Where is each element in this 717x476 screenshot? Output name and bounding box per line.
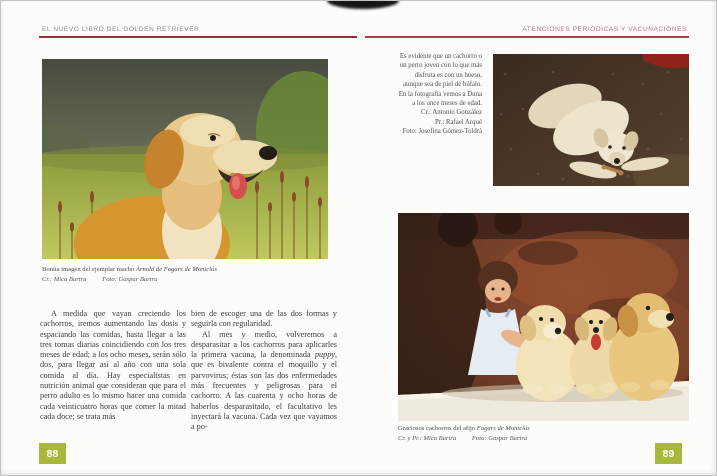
caption-dog-name: Arnold de Fogars de Montclús xyxy=(135,266,217,273)
paragraph: A medida que vayan creciendo los cachorros, iremos aumentando las dosis y espaciando las comidas, hasta llegar a las tres tomas diarias coincidiendo con los tres meses de edad; a los ocho meses, serán sólo dos, para llegar así al año con una sola comida al día. Hay especialistas en nutrición animal que consideran que para el perro adulto es lo mismo hacer una comida cada veinticuatro horas que comer la mitad cada doce; se trata más xyxy=(40,309,186,421)
caption-text: Bonita imagen del ejemplar macho xyxy=(42,266,135,273)
duna-photo-caption xyxy=(366,52,482,137)
breeder-credit: Cr.: Antonio González xyxy=(421,109,482,117)
left-running-head: EL NUEVO LIBRO DEL GOLDEN RETRIEVER xyxy=(42,26,200,33)
right-caption-line xyxy=(398,424,689,434)
left-caption-credits xyxy=(42,275,342,285)
caption-text: Graciosos cachorros del afijo xyxy=(398,425,476,432)
left-photo-caption xyxy=(42,265,342,285)
puppies-with-child-photo xyxy=(398,213,689,421)
caption-line: un perro joven con lo que más xyxy=(399,62,482,70)
breeder-credit: Cr.: Mica Bartra xyxy=(42,276,87,283)
page-number-left: 88 xyxy=(39,443,66,464)
breeder-credit: Cr. y Pr.: Mica Bartra xyxy=(398,435,457,442)
duna-dog-photo xyxy=(493,54,689,186)
right-header-rule xyxy=(365,36,689,38)
caption-line: En la fotografía vemos a Duna xyxy=(398,90,482,98)
paragraph: bien de escoger una de las dos formas y seguirla con regularidad. xyxy=(191,309,337,329)
caption-line: disfruta es con un hueso, xyxy=(414,71,482,79)
puppies-photo-caption xyxy=(398,424,689,444)
caption-line: Es evidente que un cachorro o xyxy=(399,53,482,60)
photo-credit: Foto: Josefina Gómez-Toldrà xyxy=(402,128,482,136)
photo-credit: Foto: Gaspar Bartra xyxy=(102,276,158,283)
right-caption-credits xyxy=(398,434,689,444)
binding-shadow xyxy=(327,0,399,9)
photo-credit: Foto: Gaspar Bartra xyxy=(471,435,528,442)
caption-line: aunque sea de piel de búfalo. xyxy=(403,81,482,89)
left-caption-line xyxy=(42,265,342,275)
golden-retriever-photo xyxy=(42,59,328,259)
page-number-right: 89 xyxy=(655,443,682,464)
body-column-1 xyxy=(40,309,186,422)
paragraph: Al mes y medio, volveremos a desparasitar a los cachorros para aplicarles la primera vacuna, la denominada puppy, que es bivalente contra el moquillo y el parvovirus; éstas son las dos enfermedades más frecuentes y peligrosas para el cachorro. A las cuarenta y ocho horas de haberlos desparasitado, el facultativo les inyectará la vacuna. Cada vez que vayamos a po- xyxy=(191,329,337,432)
right-running-head: ATENCIONES PERIÓDICAS Y VACUNACIONES xyxy=(522,26,687,33)
caption-line: a los once meses de edad. xyxy=(412,100,482,108)
caption-kennel-name: Fogars de Montclús xyxy=(476,425,530,432)
body-column-2 xyxy=(191,309,337,433)
left-header-rule xyxy=(39,36,357,38)
owner-credit: Pr.: Rafael Arqué xyxy=(434,118,482,126)
